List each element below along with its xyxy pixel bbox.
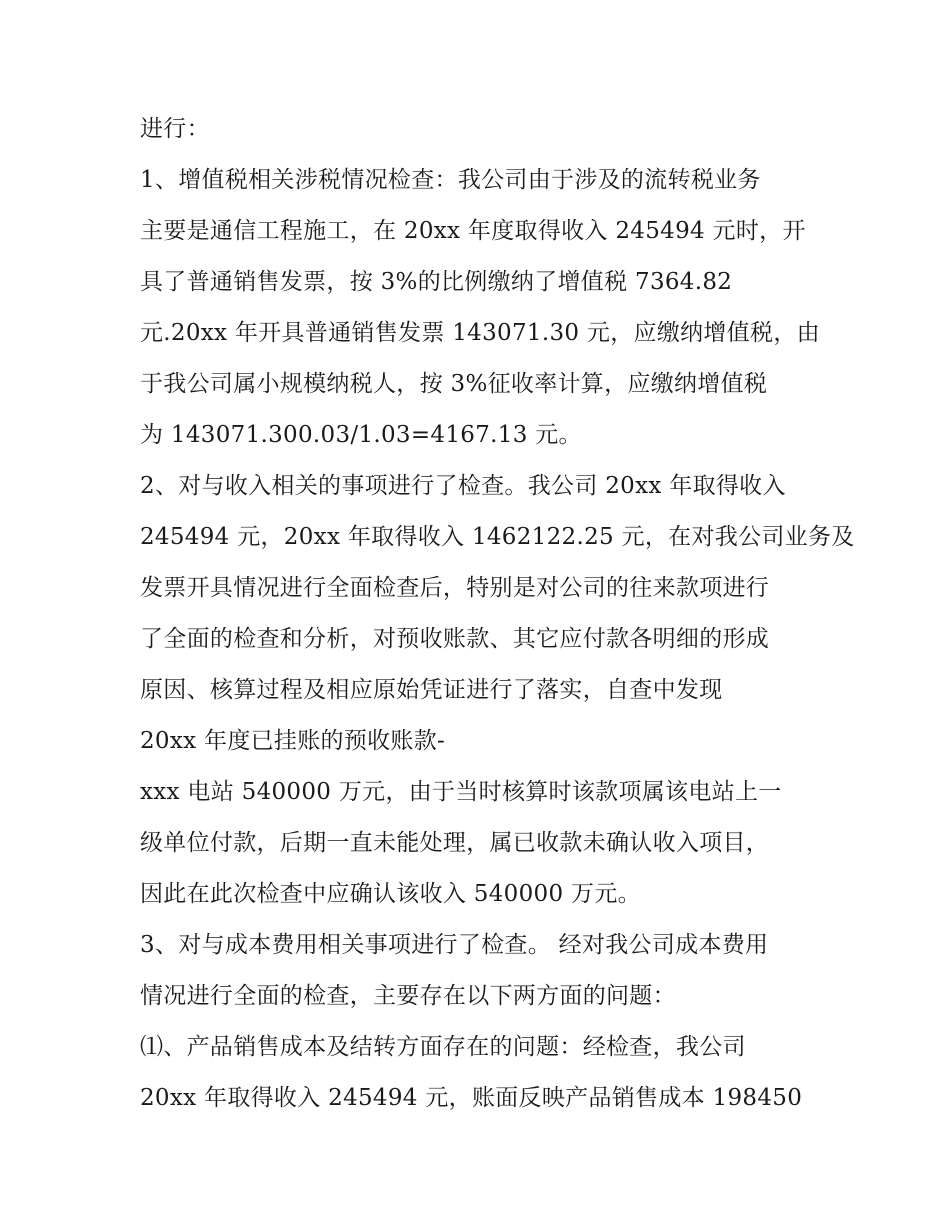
text-line: 级单位付款，后期一直未能处理，属已收款未确认收入项目， <box>140 830 770 856</box>
text-line: 于我公司属小规模纳税人，按 3%征收率计算，应缴纳增值税 <box>140 371 768 397</box>
text-line: 进行： <box>140 116 210 142</box>
text-line: 原因、核算过程及相应原始凭证进行了落实，自查中发现 <box>140 677 723 703</box>
text-line: 20xx 年取得收入 245494 元，账面反映产品销售成本 198450 <box>140 1085 803 1111</box>
text-line: ⑴、产品销售成本及结转方面存在的问题：经检查，我公司 <box>140 1034 746 1060</box>
document-body <box>140 104 855 1124</box>
text-line: 情况进行全面的检查，主要存在以下两方面的问题： <box>140 983 676 1009</box>
text-line: 发票开具情况进行全面检查后，特别是对公司的往来款项进行 <box>140 575 770 601</box>
text-line: 2、对与收入相关的事项进行了检查。我公司 20xx 年取得收入 <box>140 473 786 499</box>
text-line: 3、对与成本费用相关事项进行了检查。 经对我公司成本费用 <box>140 932 769 958</box>
text-line: xxx 电站 540000 万元，由于当时核算时该款项属该电站上一 <box>140 779 782 805</box>
text-line: 了全面的检查和分析，对预收账款、其它应付款各明细的形成 <box>140 626 770 652</box>
text-line: 主要是通信工程施工，在 20xx 年度取得收入 245494 元时，开 <box>140 218 806 244</box>
text-line: 1、增值税相关涉税情况检查：我公司由于涉及的流转税业务 <box>140 167 761 193</box>
text-line: 具了普通销售发票，按 3%的比例缴纳了增值税 7364.82 <box>140 269 733 295</box>
text-line: 20xx 年度已挂账的预收账款- <box>140 728 446 754</box>
text-line: 元.20xx 年开具普通销售发票 143071.30 元，应缴纳增值税，由 <box>140 320 820 346</box>
text-line: 因此在此次检查中应确认该收入 540000 万元。 <box>140 881 641 907</box>
text-line: 245494 元，20xx 年取得收入 1462122.25 元，在对我公司业务及 <box>140 524 855 550</box>
text-line: 为 143071.300.03/1.03=4167.13 元。 <box>140 422 582 448</box>
